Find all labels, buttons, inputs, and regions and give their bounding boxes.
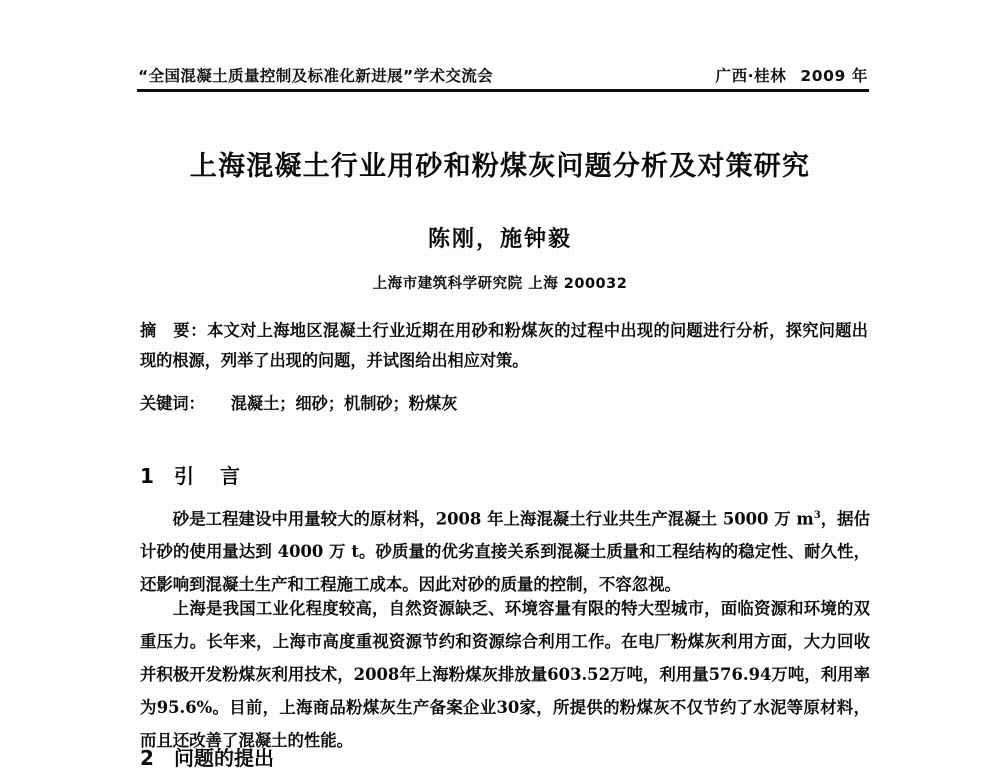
abstract-label-char2: 要： (172, 321, 208, 340)
header-year: 2009 年 (800, 67, 868, 85)
abstract-block (140, 316, 868, 376)
keywords-block (140, 390, 868, 418)
paragraph-1-2: 上海是我国工业化程度较高，自然资源缺乏、环境容量有限的特大型城市，面临资源和环境的双重压力。长年来，上海市高度重视资源节约和资源综合利用工作。在电厂粉煤灰利用方面，大力回收并积极开发粉煤灰利用技术，2008年上海粉煤灰排放量603.52万吨，利用量576.94万吨，利用率为95.6%。目前，上海商品粉煤灰生产备案企业30家，所提供的粉煤灰不仅节约了水泥等原材料，而且还改善了混凝土的性能。 (140, 599, 870, 750)
header-location-year (715, 64, 868, 86)
running-header (138, 64, 868, 86)
author-affiliation: 上海市建筑科学研究院 上海 200032 (372, 276, 628, 292)
section-1-number: 1 (140, 464, 154, 488)
section-heading-2 (140, 742, 274, 771)
abstract-label (140, 321, 207, 340)
section-1-title: 引 (174, 464, 194, 488)
section-heading-1 (140, 460, 240, 489)
header-divider-rule (137, 89, 869, 92)
abstract-text: 本文对上海地区混凝土行业近期在用砂和粉煤灰的过程中出现的问题进行分析，探究问题出现的根源，列举了出现的问题，并试图给出相应对策。 (140, 321, 868, 370)
section-2-number: 2 (140, 746, 154, 770)
section-1-title-cont: 言 (220, 464, 240, 488)
author-list: 陈刚，施钟毅 (427, 226, 572, 252)
abstract-label-char1: 摘 (140, 321, 157, 340)
keywords-text: 混凝土；细砂；机制砂；粉煤灰 (230, 394, 458, 413)
section-2-title: 问题的提出 (174, 746, 274, 770)
keywords-label: 关键词： (140, 394, 205, 413)
header-conference-title: “全国混凝土质量控制及标准化新进展”学术交流会 (138, 67, 494, 85)
header-location: 广西·桂林 (715, 67, 787, 85)
cubic-metre-superscript: 3 (813, 510, 821, 521)
paragraph-1-1: 砂是工程建设中用量较大的原材料，2008 年上海混凝土行业共生产混凝土 5000 万 $m^3$，据估计砂的使用量达到 4000 万 t。砂质量的优劣直接关系到混凝土质量和工程结构的稳定性、耐久性，还影响到混凝土生产和工程施工成本。因此对砂的质量的控制，不容忽视。 (140, 509, 870, 595)
page-title: 上海混凝土行业用砂和粉煤灰问题分析及对策研究 (189, 151, 811, 182)
